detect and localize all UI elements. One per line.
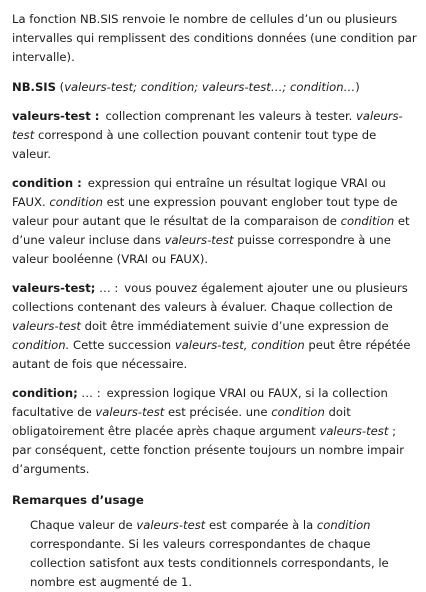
syntax-args: valeurs-test; condition; valeurs-test…; condition… (64, 80, 356, 94)
argument-condition-repeat: condition; … : expression logique VRAI ou FAUX, si la collection facultative de valeurs-test est précisée. une condition doit obligatoirement être placée après chaque argument valeurs-test ; par conséquent, cette fonction présente toujours un nombre impair d’arguments. (12, 386, 405, 476)
remarks-paragraph: Chaque valeur de valeurs-test est comparée à la condition correspondante. Si les valeurs correspondantes de chaque collection satisfont aux tests conditionnels correspondants, le nombre est augmenté de 1. (30, 518, 389, 589)
syntax-close: ) (355, 80, 360, 94)
syntax-line (12, 78, 418, 97)
argument-valeurs-test: valeurs-test : collection comprenant les valeurs à tester. valeurs-test correspond à une collection pouvant contenir tout type de valeur. (12, 109, 403, 161)
argument-term: condition; (12, 386, 78, 400)
argument-condition: condition : expression qui entraîne un résultat logique VRAI ou FAUX. condition est une expression pouvant englober tout type de valeur pour autant que le résultat de la comparaison de condition et d’une valeur incluse dans valeurs-test puisse correspondre à une valeur booléenne (VRAI ou FAUX). (12, 176, 410, 266)
remarks-heading: Remarques d’usage (12, 493, 144, 507)
intro-paragraph: La fonction NB.SIS renvoie le nombre de cellules d’un ou plusieurs intervalles qui remplissent des conditions données (une condition par intervalle). (12, 12, 417, 64)
function-name: NB.SIS (12, 80, 56, 94)
argument-term: condition : (12, 176, 82, 190)
argument-term: valeurs-test; (12, 281, 96, 295)
syntax-open: ( (55, 80, 65, 94)
argument-valeurs-test-repeat: valeurs-test; … : vous pouvez également ajouter une ou plusieurs collections contenant des valeurs à évaluer. Chaque collection de valeurs-test doit être immédiatement suivie d’une expression de condition. Cette succession valeurs-test, condition peut être répétée autant de fois que nécessaire. (12, 281, 411, 371)
argument-term-ellipsis: … : (95, 281, 119, 295)
argument-term-ellipsis: … : (77, 386, 101, 400)
argument-term: valeurs-test : (12, 109, 100, 123)
